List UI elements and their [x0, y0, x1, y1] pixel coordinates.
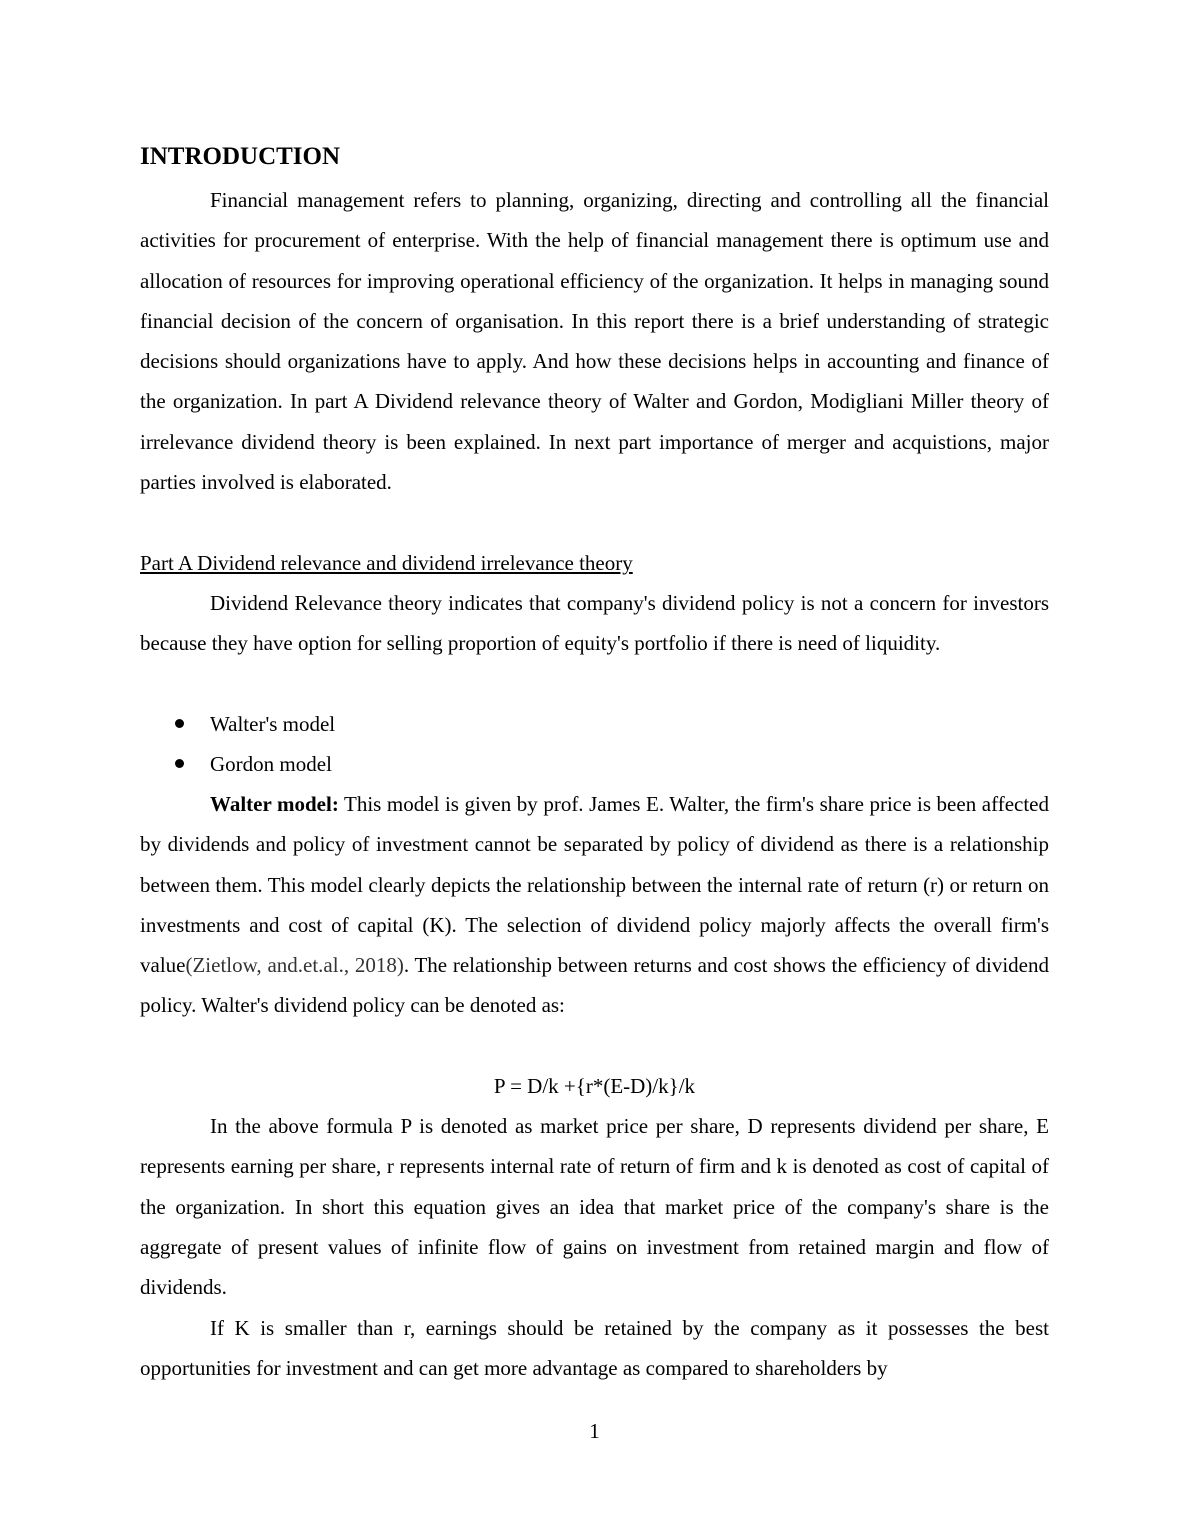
k-paragraph: If K is smaller than r, earnings should be retained by the company as it possesses the best opportunities for investment and can get more advantage as compared to shareholders by — [140, 1316, 1049, 1381]
section-heading: INTRODUCTION — [140, 143, 341, 170]
formula: P = D/k +{r*(E-D)/k}/k — [493, 1074, 696, 1098]
part-a-heading: Part A Dividend relevance and dividend irrelevance theory — [140, 551, 633, 575]
list-item-label: Gordon model — [210, 752, 332, 777]
walter-text-continued: . The relationship between returns and cost shows the efficiency of dividend policy. Walter's dividend policy can be denoted as: — [140, 953, 1049, 1018]
list-item-label: Walter's model — [210, 712, 336, 736]
walter-paragraph — [140, 784, 1049, 1026]
model-list — [140, 704, 1049, 785]
bullet-icon — [175, 759, 184, 768]
document-page — [140, 0, 1049, 1540]
walter-text: This model is given by prof. James E. Walter, the firm's share price is been affected by dividends and policy of investment cannot be separated by policy of dividend as there is a relationship between them. This model clearly depicts the relationship between the internal rate of return (r) or return on investments and cost of capital (K). The selection of dividend policy majorly affects the overall firm's value — [140, 792, 1049, 978]
walter-label: Walter model: — [210, 792, 339, 816]
page-number: 1 — [589, 1419, 600, 1443]
relevance-paragraph: Dividend Relevance theory indicates that company's dividend policy is not a concern for investors because they have option for selling proportion of equity's portfolio if there is need of liquidity. — [140, 591, 1049, 656]
citation: (Zietlow, and.et.al., 2018) — [185, 953, 404, 978]
list-item — [140, 704, 1049, 744]
formula-explanation-paragraph: In the above formula P is denoted as market price per share, D represents dividend per share, E represents earning per share, r represents internal rate of return of firm and k is denoted as cost of capital of the organization. In short this equation gives an idea that market price of the company's share is the aggregate of present values of infinite flow of gains on investment from retained margin and flow of dividends. — [140, 1114, 1049, 1300]
bullet-icon — [175, 719, 184, 728]
list-item — [140, 744, 1049, 784]
intro-paragraph: Financial management refers to planning, organizing, directing and controlling all the financial activities for procurement of enterprise. With the help of financial management there is optimum use and allocation of resources for improving operational efficiency of the organization. It helps in managing sound financial decision of the concern of organisation. In this report there is a brief understanding of strategic decisions should organizations have to apply. And how these decisions helps in accounting and finance of the organization. In part A Dividend relevance theory of Walter and Gordon, Modigliani Miller theory of irrelevance dividend theory is been explained. In next part importance of merger and acquistions, major parties involved is elaborated. — [140, 188, 1049, 495]
